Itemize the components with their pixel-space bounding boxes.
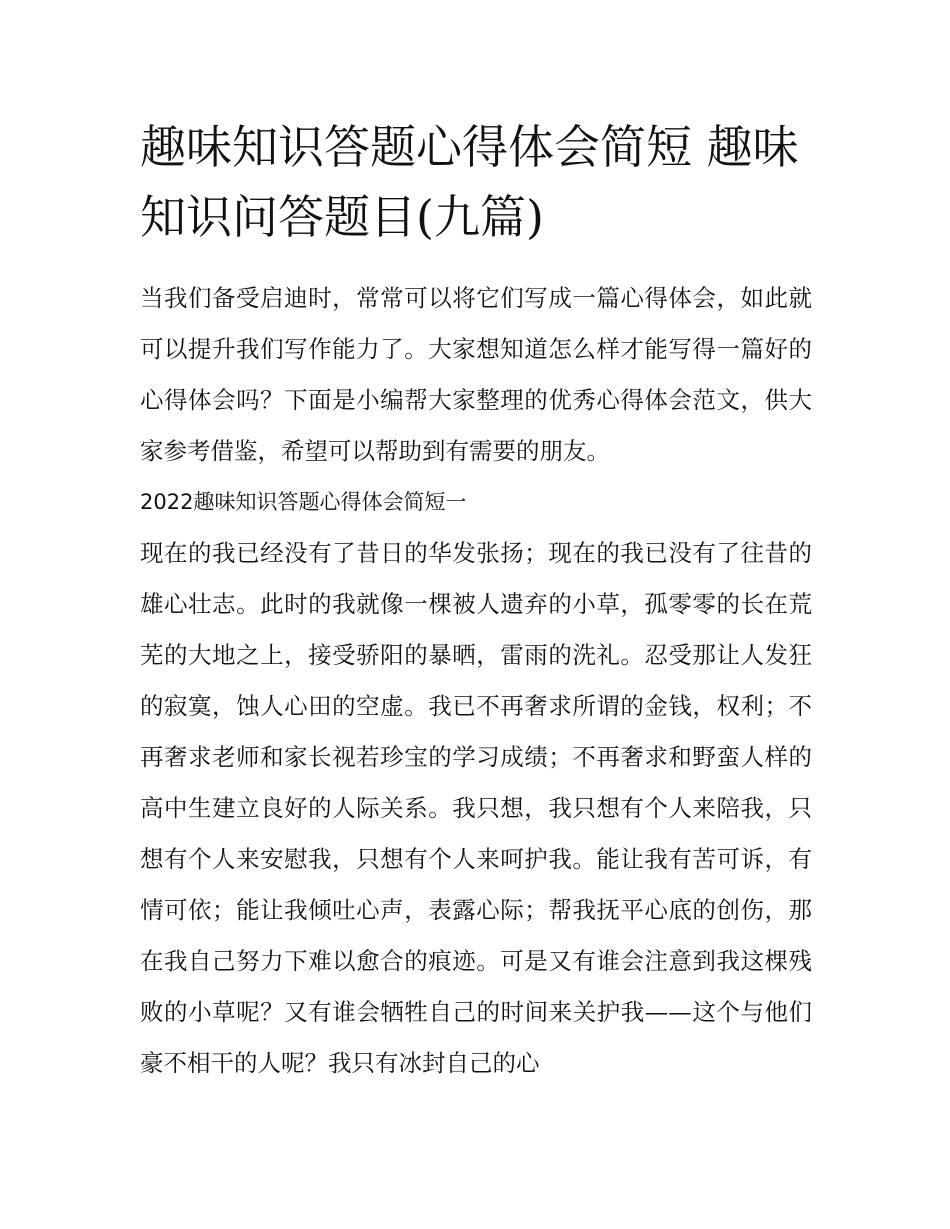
body-paragraph: 现在的我已经没有了昔日的华发张扬；现在的我已没有了往昔的雄心壮志。此时的我就像一棵被人遗弃的小草，孤零零的长在荒芜的大地之上，接受骄阳的暴晒，雷雨的洗礼。忍受那让人发狂的寂寞，蚀人心田的空虚。我已不再奢求所谓的金钱，权利；不再奢求老师和家长视若珍宝的学习成绩；不再奢求和野蛮人样的高中生建立良好的人际关系。我只想，我只想有个人来陪我，只想有个人来安慰我，只想有个人来呵护我。能让我有苦可诉，有情可依；能让我倾吐心声，表露心际；帮我抚平心底的创伤，那在我自己努力下难以愈合的痕迹。可是又有谁会注意到我这棵残败的小草呢？又有谁会牺牲自己的时间来关护我——这个与他们豪不相干的人呢？我只有冰封自己的心 bbox=[140, 539, 812, 1077]
intro-paragraph: 当我们备受启迪时，常常可以将它们写成一篇心得体会，如此就可以提升我们写作能力了。大家想知道怎么样才能写得一篇好的心得体会吗？下面是小编帮大家整理的优秀心得体会范文，供大家参考借鉴，希望可以帮助到有需要的朋友。 bbox=[140, 284, 812, 465]
document-page bbox=[140, 112, 812, 1089]
section-heading: 2022趣味知识答题心得体会简短一 bbox=[140, 490, 467, 514]
document-title: 趣味知识答题心得体会简短 趣味知识问答题目(九篇) bbox=[140, 120, 799, 244]
